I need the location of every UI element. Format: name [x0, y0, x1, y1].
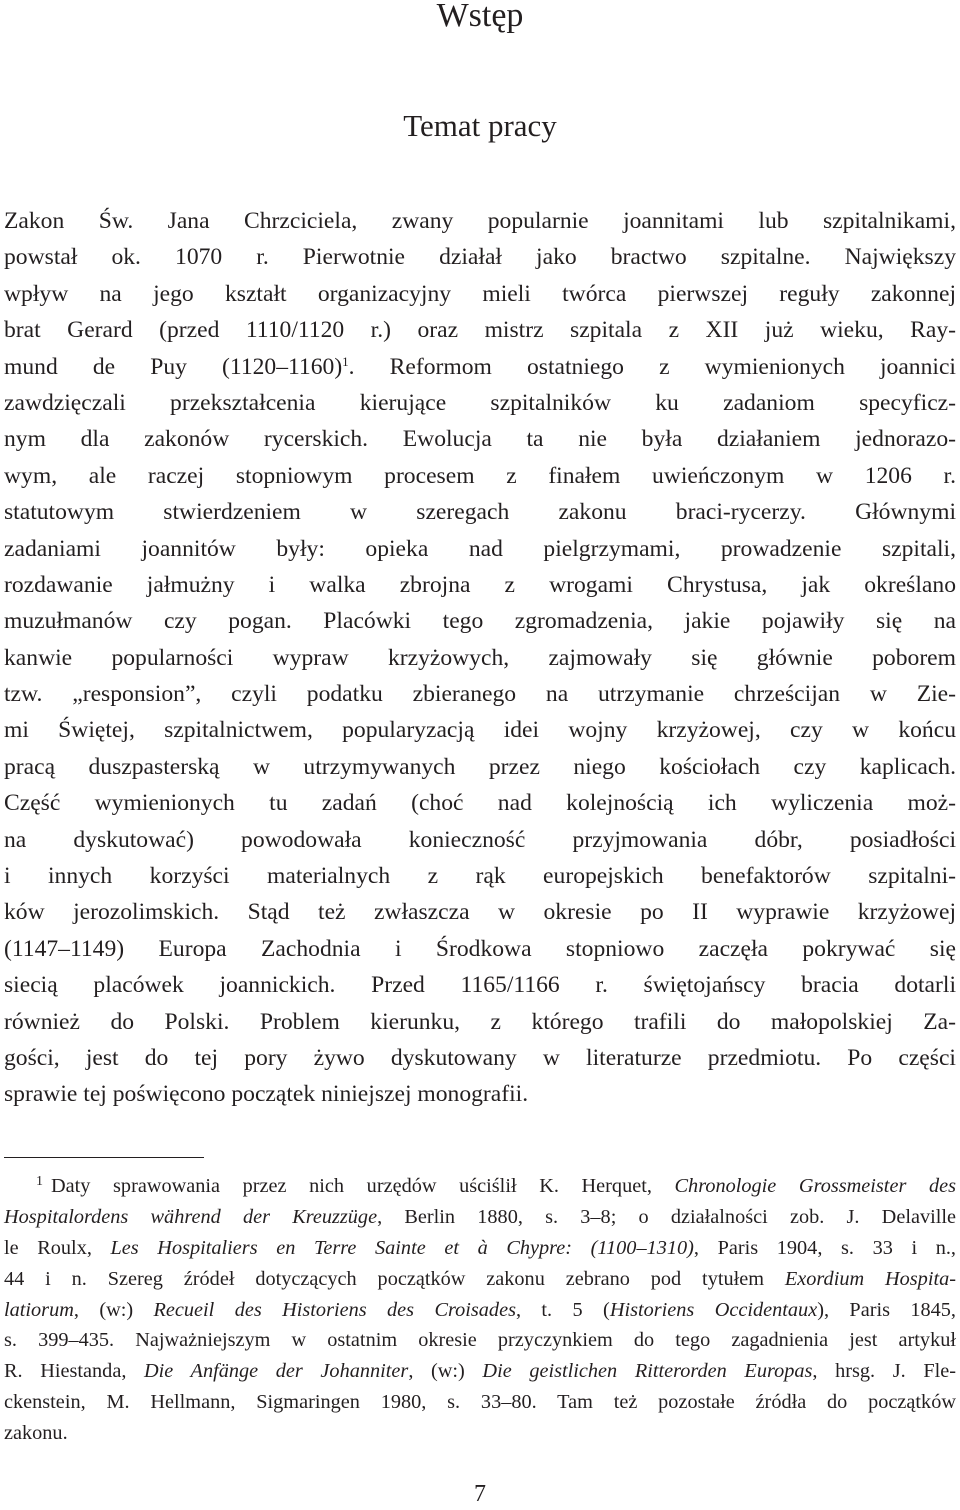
body-line-text: . Reformom ostatniego z wymienionych joannici: [348, 353, 956, 380]
body-line: zadaniami joannitów były: opieka nad pielgrzymami, prowadzenie szpitali,: [4, 535, 956, 562]
footnote-text: 44 i n. Szereg źródeł dotyczących początków zakonu zebrano pod tytułem: [4, 1267, 785, 1290]
body-line: [4, 349, 956, 385]
body-line: również do Polski. Problem kierunku, z którego trafili do małopolskiej Za-: [4, 1008, 956, 1035]
footnote-text: , (w:): [73, 1298, 154, 1321]
body-line: kanwie popularności wypraw krzyżowych, zajmowały się głównie poborem: [4, 644, 956, 671]
footnote-line: [4, 1264, 956, 1295]
footnote-text: , Berlin 1880, s. 3–8; o działalności zob. J. Delaville: [377, 1205, 956, 1228]
body-line: powstał ok. 1070 r. Pierwotnie działał jako bractwo szpitalne. Największy: [4, 244, 956, 271]
footnote-line: [4, 1171, 956, 1202]
footnote: [4, 1171, 956, 1449]
body-line: rozdawanie jałmużny i walka zbrojna z wrogami Chrystusa, jak określano: [4, 571, 956, 598]
footnote-line: zakonu.: [4, 1422, 68, 1445]
footnote-line: s. 399–435. Najważniejszym w ostatnim okresie przyczynkiem do tego zagadnienia jest artykuł: [4, 1329, 956, 1352]
body-line: statutowym stwierdzeniem w szeregach zakonu braci-rycerzy. Głównymi: [4, 499, 956, 526]
body-line: ków jerozolimskich. Stąd też zwłaszcza w okresie po II wyprawie krzyżowej: [4, 899, 956, 926]
work-title: Exordium Hospita-: [784, 1267, 956, 1290]
footnote-marker: 1: [36, 1174, 43, 1189]
body-line: mi Świętej, szpitalnictwem, popularyzacją idei wojny krzyżowej, czy w końcu: [4, 717, 956, 744]
footnote-text: , Paris 1904, s. 33 i n.,: [693, 1236, 956, 1259]
work-title: latiorum: [4, 1298, 74, 1321]
footnote-line: [4, 1356, 956, 1387]
body-line: zawdzięczali przekształcenia kierujące szpitalników ku zadaniom specyficz-: [4, 389, 956, 416]
footnote-line: [4, 1233, 956, 1264]
body-line: i innych korzyści materialnych z rąk europejskich benefaktorów szpitalni-: [4, 863, 956, 890]
body-paragraph: [4, 203, 956, 1113]
body-line: brat Gerard (przed 1110/1120 r.) oraz mistrz szpitala z XII już wieku, Ray-: [4, 317, 956, 344]
footnote-text: , (w:): [408, 1360, 483, 1383]
body-line: nym dla zakonów rycerskich. Ewolucja ta nie była działaniem jednorazo-: [4, 426, 956, 453]
work-title: Die geistlichen Ritterorden Europas: [482, 1360, 813, 1383]
body-line: Zakon Św. Jana Chrzciciela, zwany popularnie joannitami lub szpitalnikami,: [4, 208, 956, 234]
footnote-text: , hrsg. J. Fle-: [812, 1360, 956, 1383]
footnote-text: le Roulx,: [4, 1236, 111, 1259]
work-title: Historiens Occidentaux: [609, 1298, 818, 1321]
footnote-reference[interactable]: 1: [342, 353, 349, 369]
body-line: pracą duszpasterską w utrzymywanych przez niego kościołach czy kaplicach.: [4, 753, 956, 780]
page-number: 7: [474, 1481, 486, 1507]
body-line: siecią placówek joannickich. Przed 1165/1166 r. świętojańscy bracia dotarli: [4, 972, 956, 999]
work-title: Die Anfänge der Johanniter: [144, 1360, 409, 1383]
body-line: (1147–1149) Europa Zachodnia i Środkowa stopniowo zaczęła pokrywać się: [4, 935, 956, 962]
body-line: sprawie tej poświęcono początek niniejszej monografii.: [4, 1081, 529, 1108]
footnote-text: , t. 5 (: [515, 1298, 610, 1321]
footnote-line: [4, 1295, 956, 1326]
section-title: Temat pracy: [403, 108, 557, 143]
body-line: gości, jest do tej pory żywo dyskutowany w literaturze przedmiotu. Po części: [4, 1044, 956, 1071]
footnote-separator: [4, 1157, 204, 1158]
body-line: muzułmanów czy pogan. Placówki tego zgromadzenia, jakie pojawiły się na: [4, 608, 956, 635]
footnote-line: ckenstein, M. Hellmann, Sigmaringen 1980, s. 33–80. Tam też pozostałe źródła do początków: [4, 1391, 956, 1414]
footnote-line: [4, 1202, 956, 1233]
work-title: Recueil des Historiens des Croisades: [153, 1298, 516, 1321]
chapter-title: Wstęp: [436, 0, 524, 34]
body-line-text: mund de Puy (1120–1160): [4, 353, 343, 380]
work-title: Chronologie Grossmeister des: [674, 1175, 956, 1197]
work-title: Les Hospitaliers en Terre Sainte et à Chypre: (1100–1310): [110, 1236, 694, 1259]
body-line: wpływ na jego kształt organizacyjny mieli twórca pierwszej reguły zakonnej: [4, 280, 956, 307]
footnote-text: R. Hiestanda,: [4, 1360, 145, 1383]
work-title: Hospitalordens während der Kreuzzüge: [4, 1205, 378, 1228]
body-line: Część wymienionych tu zadań (choć nad kolejnością ich wyliczenia moż-: [4, 790, 956, 817]
body-line: wym, ale raczej stopniowym procesem z finałem uwieńczonym w 1206 r.: [4, 462, 956, 489]
body-line: na dyskutować) powodowała konieczność przyjmowania dóbr, posiadłości: [4, 826, 956, 853]
body-line: tzw. „responsion”, czyli podatku zbieranego na utrzymanie chrześcijan w Zie-: [4, 681, 956, 708]
footnote-text: Daty sprawowania przez nich urzędów uściślił K. Herquet,: [51, 1175, 675, 1197]
footnote-text: ), Paris 1845,: [817, 1298, 956, 1321]
